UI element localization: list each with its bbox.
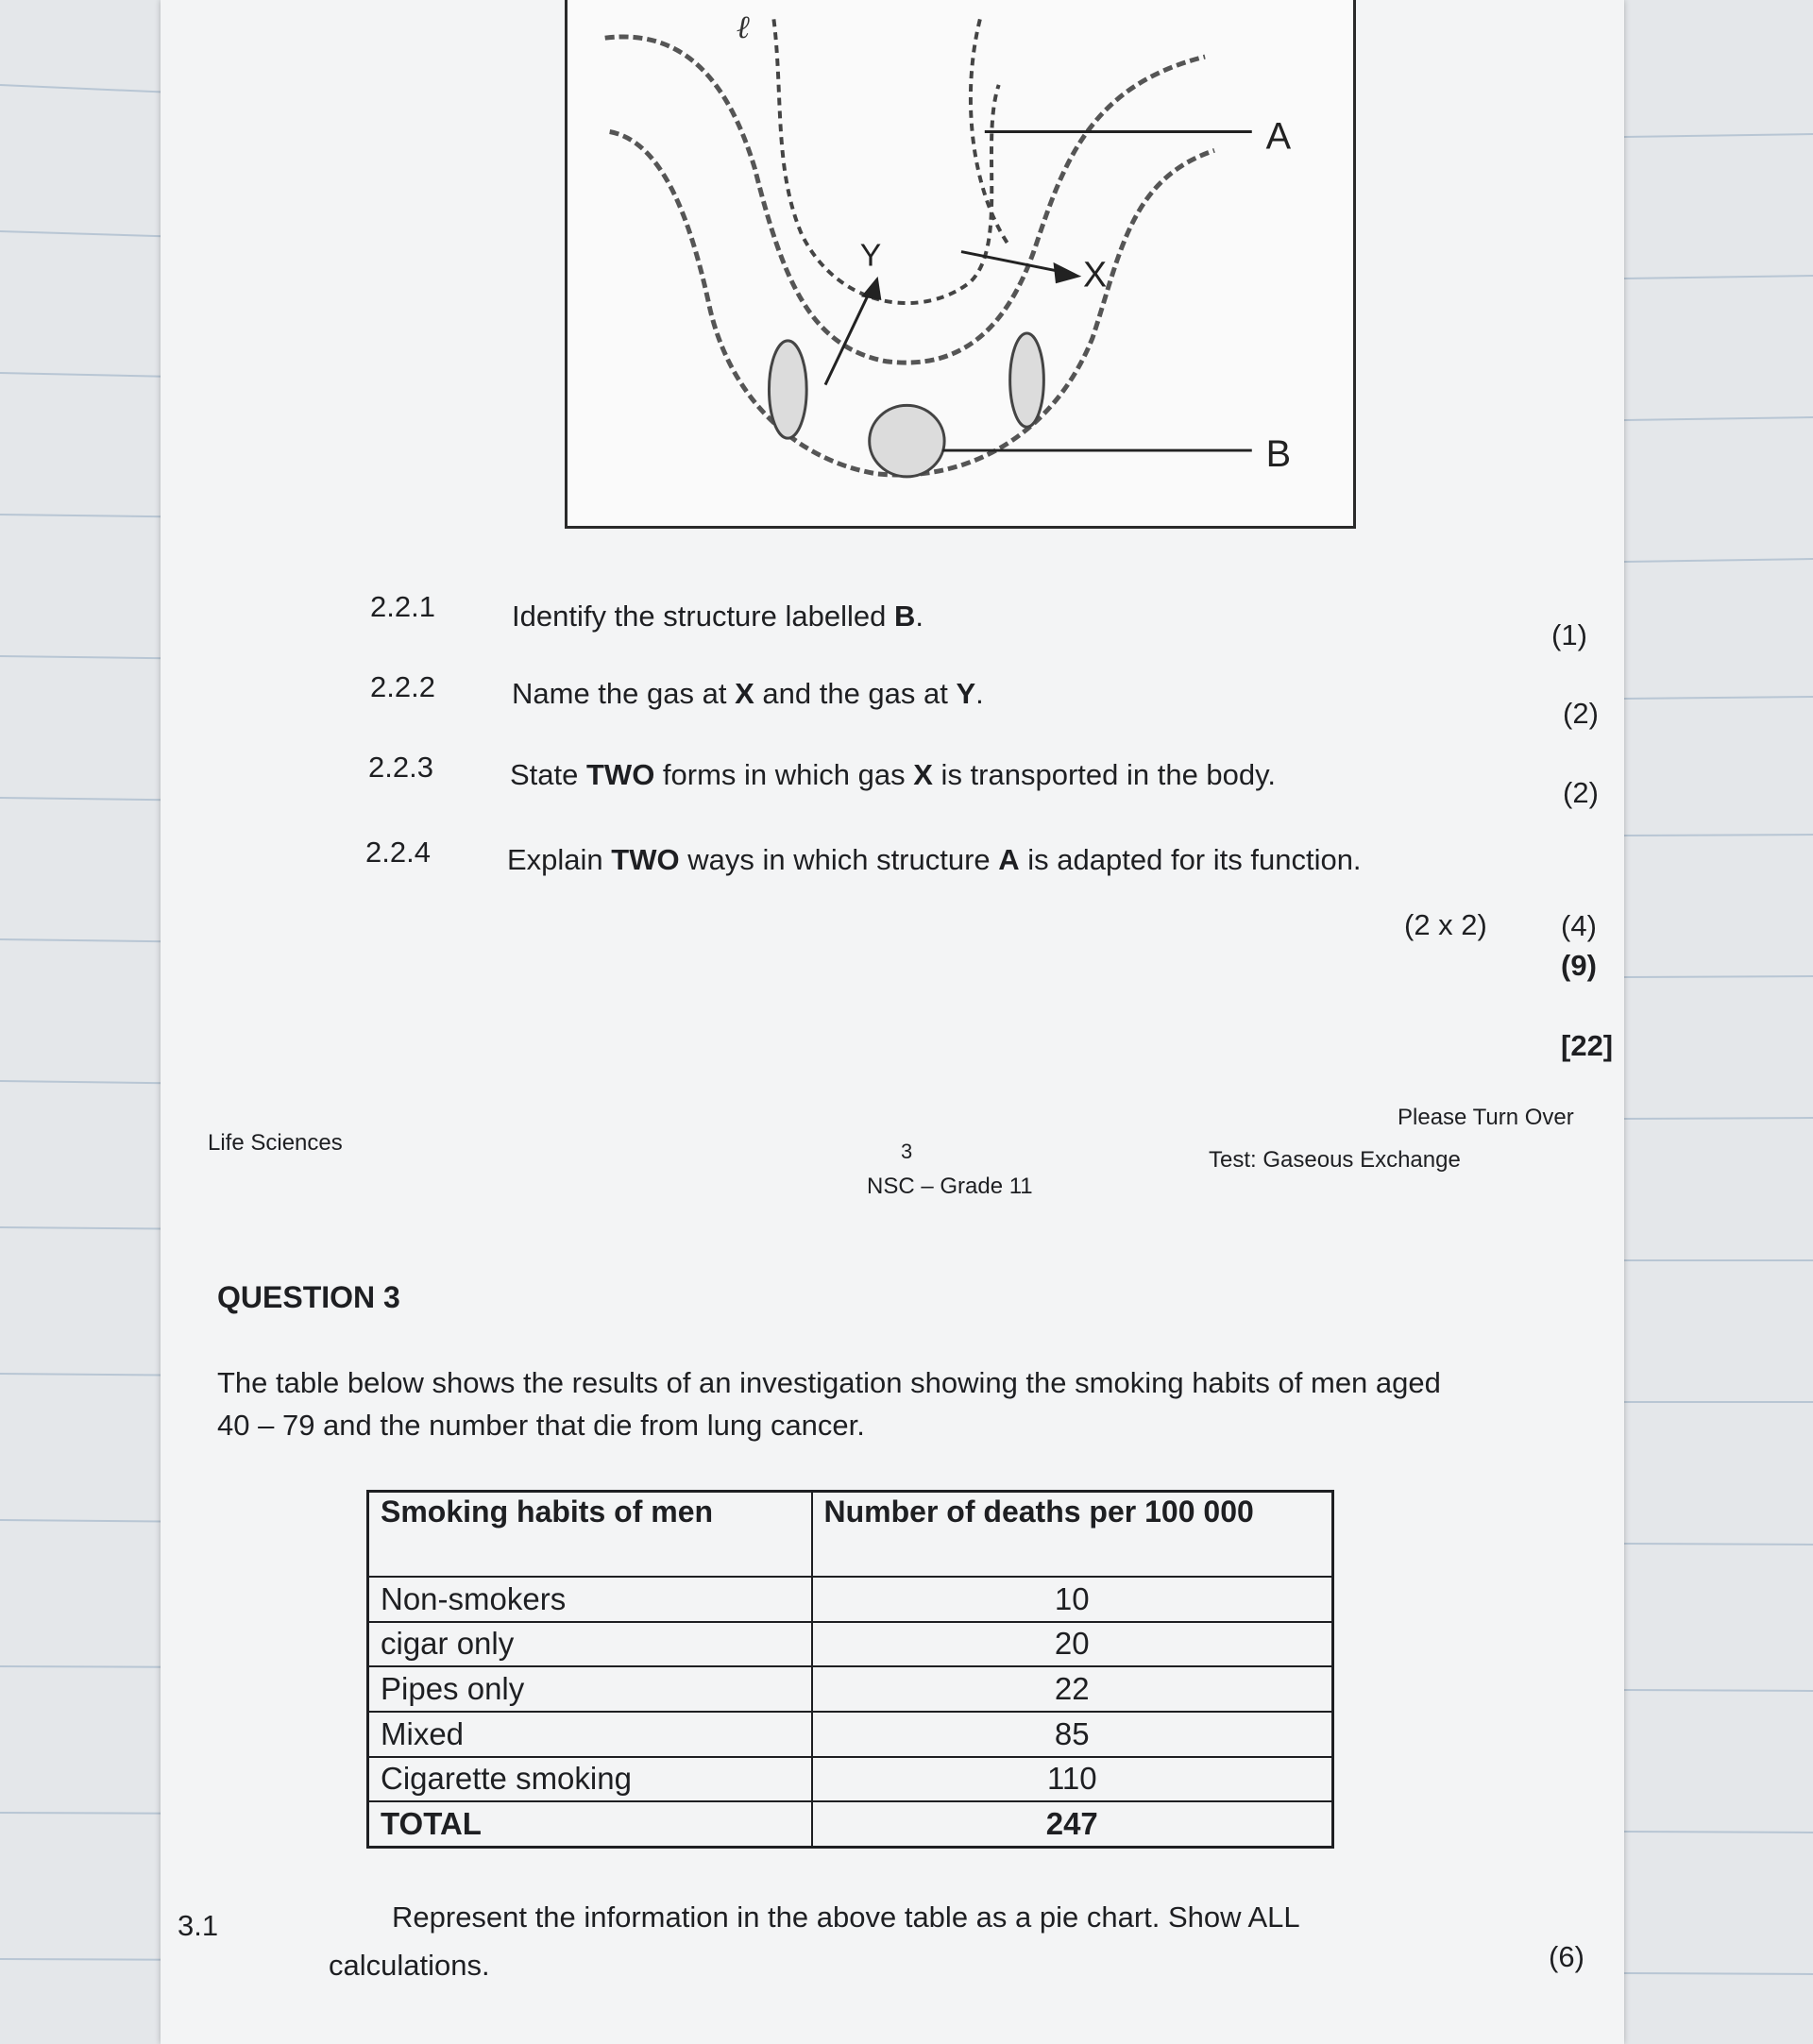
handwritten-mark: ℓ	[736, 10, 750, 46]
q2-2-4-multiplier: (2 x 2)	[1404, 908, 1487, 941]
table-row	[368, 1666, 1333, 1712]
capillary-wall-outer-upper	[605, 37, 1205, 363]
arrow-y-shaft	[825, 286, 873, 384]
table-cell: Pipes only	[368, 1666, 812, 1712]
table-row	[368, 1712, 1333, 1757]
q2-2-2-bold2: Y	[956, 677, 976, 710]
table-cell: 247	[812, 1801, 1333, 1847]
q2-2-3-bold2: X	[913, 758, 933, 791]
q2-2-3-number: 2.2.3	[368, 751, 433, 784]
footer-test-name: Test: Gaseous Exchange	[1209, 1147, 1461, 1173]
table-cell: 22	[812, 1666, 1333, 1712]
table-row	[368, 1757, 1333, 1802]
label-y: Y	[859, 237, 882, 274]
q2-2-1-post: .	[915, 600, 923, 633]
question-3-intro-line1: The table below shows the results of an investigation showing the smoking habits of men aged	[217, 1366, 1441, 1399]
q2-2-2-pre: Name the gas at	[512, 677, 736, 710]
q2-2-3-text	[510, 758, 1276, 792]
q2-2-4-bold2: A	[998, 843, 1020, 876]
table-cell: 110	[812, 1757, 1333, 1802]
q2-2-1-marks: (1)	[1551, 618, 1587, 651]
q2-2-3-post2: is transported in the body.	[932, 758, 1276, 791]
question-3-intro-line2: 40 – 79 and the number that die from lung cancer.	[217, 1409, 865, 1442]
table-total-row	[368, 1801, 1333, 1847]
table-header: Smoking habits of men	[368, 1492, 812, 1578]
arrow-x-head	[1055, 264, 1077, 281]
q2-2-2-post2: .	[975, 677, 984, 710]
q2-2-2-text	[512, 677, 984, 711]
q2-2-4-pre: Explain	[507, 843, 612, 876]
label-a: A	[1265, 115, 1292, 158]
table-cell: Cigarette smoking	[368, 1757, 812, 1802]
table-cell: Non-smokers	[368, 1577, 812, 1622]
q2-2-1-bold: B	[893, 600, 916, 633]
table-cell: 85	[812, 1712, 1333, 1757]
q2-2-2-marks: (2)	[1563, 697, 1599, 730]
table-row	[368, 1577, 1333, 1622]
table-header-row	[368, 1492, 1333, 1578]
table-row	[368, 1622, 1333, 1667]
cell-b	[870, 405, 944, 476]
q2-2-1-text-part: Identify the structure labelled	[512, 600, 894, 633]
q2-2-4-post2: is adapted for its function.	[1019, 843, 1362, 876]
q2-2-1-text	[512, 600, 923, 633]
label-b: B	[1265, 432, 1292, 475]
q3-1-text-line1: Represent the information in the above table as a pie chart. Show ALL	[392, 1900, 1300, 1934]
q2-2-3-pre: State	[510, 758, 586, 791]
arrow-y-head	[864, 279, 880, 298]
table-cell: 10	[812, 1577, 1333, 1622]
red-blood-cell-right	[1010, 333, 1044, 427]
alveolus-diagram	[565, 0, 1356, 529]
footer-page-number: 3	[901, 1140, 913, 1163]
alveolus-diagram-drawing	[568, 0, 1353, 526]
q2-2-3-bold: TWO	[586, 758, 655, 791]
q2-2-4-text	[507, 843, 1362, 877]
table-header: Number of deaths per 100 000	[812, 1492, 1333, 1578]
table-cell: 20	[812, 1622, 1333, 1667]
q2-2-2-post: and the gas at	[754, 677, 957, 710]
footer-grade: NSC – Grade 11	[867, 1174, 1033, 1199]
q3-1-marks: (6)	[1549, 1940, 1584, 1973]
q3-1-number: 3.1	[178, 1909, 219, 1942]
table-cell: Mixed	[368, 1712, 812, 1757]
total-marks: [22]	[1561, 1029, 1614, 1062]
q2-2-4-bold: TWO	[611, 843, 680, 876]
q2-2-2-number: 2.2.2	[370, 670, 435, 703]
q3-1-text-line2: calculations.	[329, 1949, 490, 1982]
q2-2-1-number: 2.2.1	[370, 590, 435, 623]
label-x: X	[1083, 254, 1108, 295]
q2-2-2-bold: X	[735, 677, 754, 710]
alveolus-wall-inner-left	[773, 19, 998, 303]
q2-2-4-post: ways in which structure	[679, 843, 999, 876]
smoking-deaths-table	[366, 1490, 1334, 1849]
q2-2-4-number: 2.2.4	[365, 836, 431, 869]
table-cell: TOTAL	[368, 1801, 812, 1847]
question-3-heading: QUESTION 3	[217, 1280, 400, 1314]
q2-2-3-post: forms in which gas	[654, 758, 914, 791]
footer-subject: Life Sciences	[208, 1130, 343, 1156]
q2-2-3-marks: (2)	[1563, 776, 1599, 809]
subtotal-marks: (9)	[1561, 949, 1597, 982]
red-blood-cell-left	[769, 341, 806, 438]
table-cell: cigar only	[368, 1622, 812, 1667]
q2-2-4-marks: (4)	[1561, 909, 1597, 942]
please-turn-over: Please Turn Over	[1398, 1105, 1574, 1130]
